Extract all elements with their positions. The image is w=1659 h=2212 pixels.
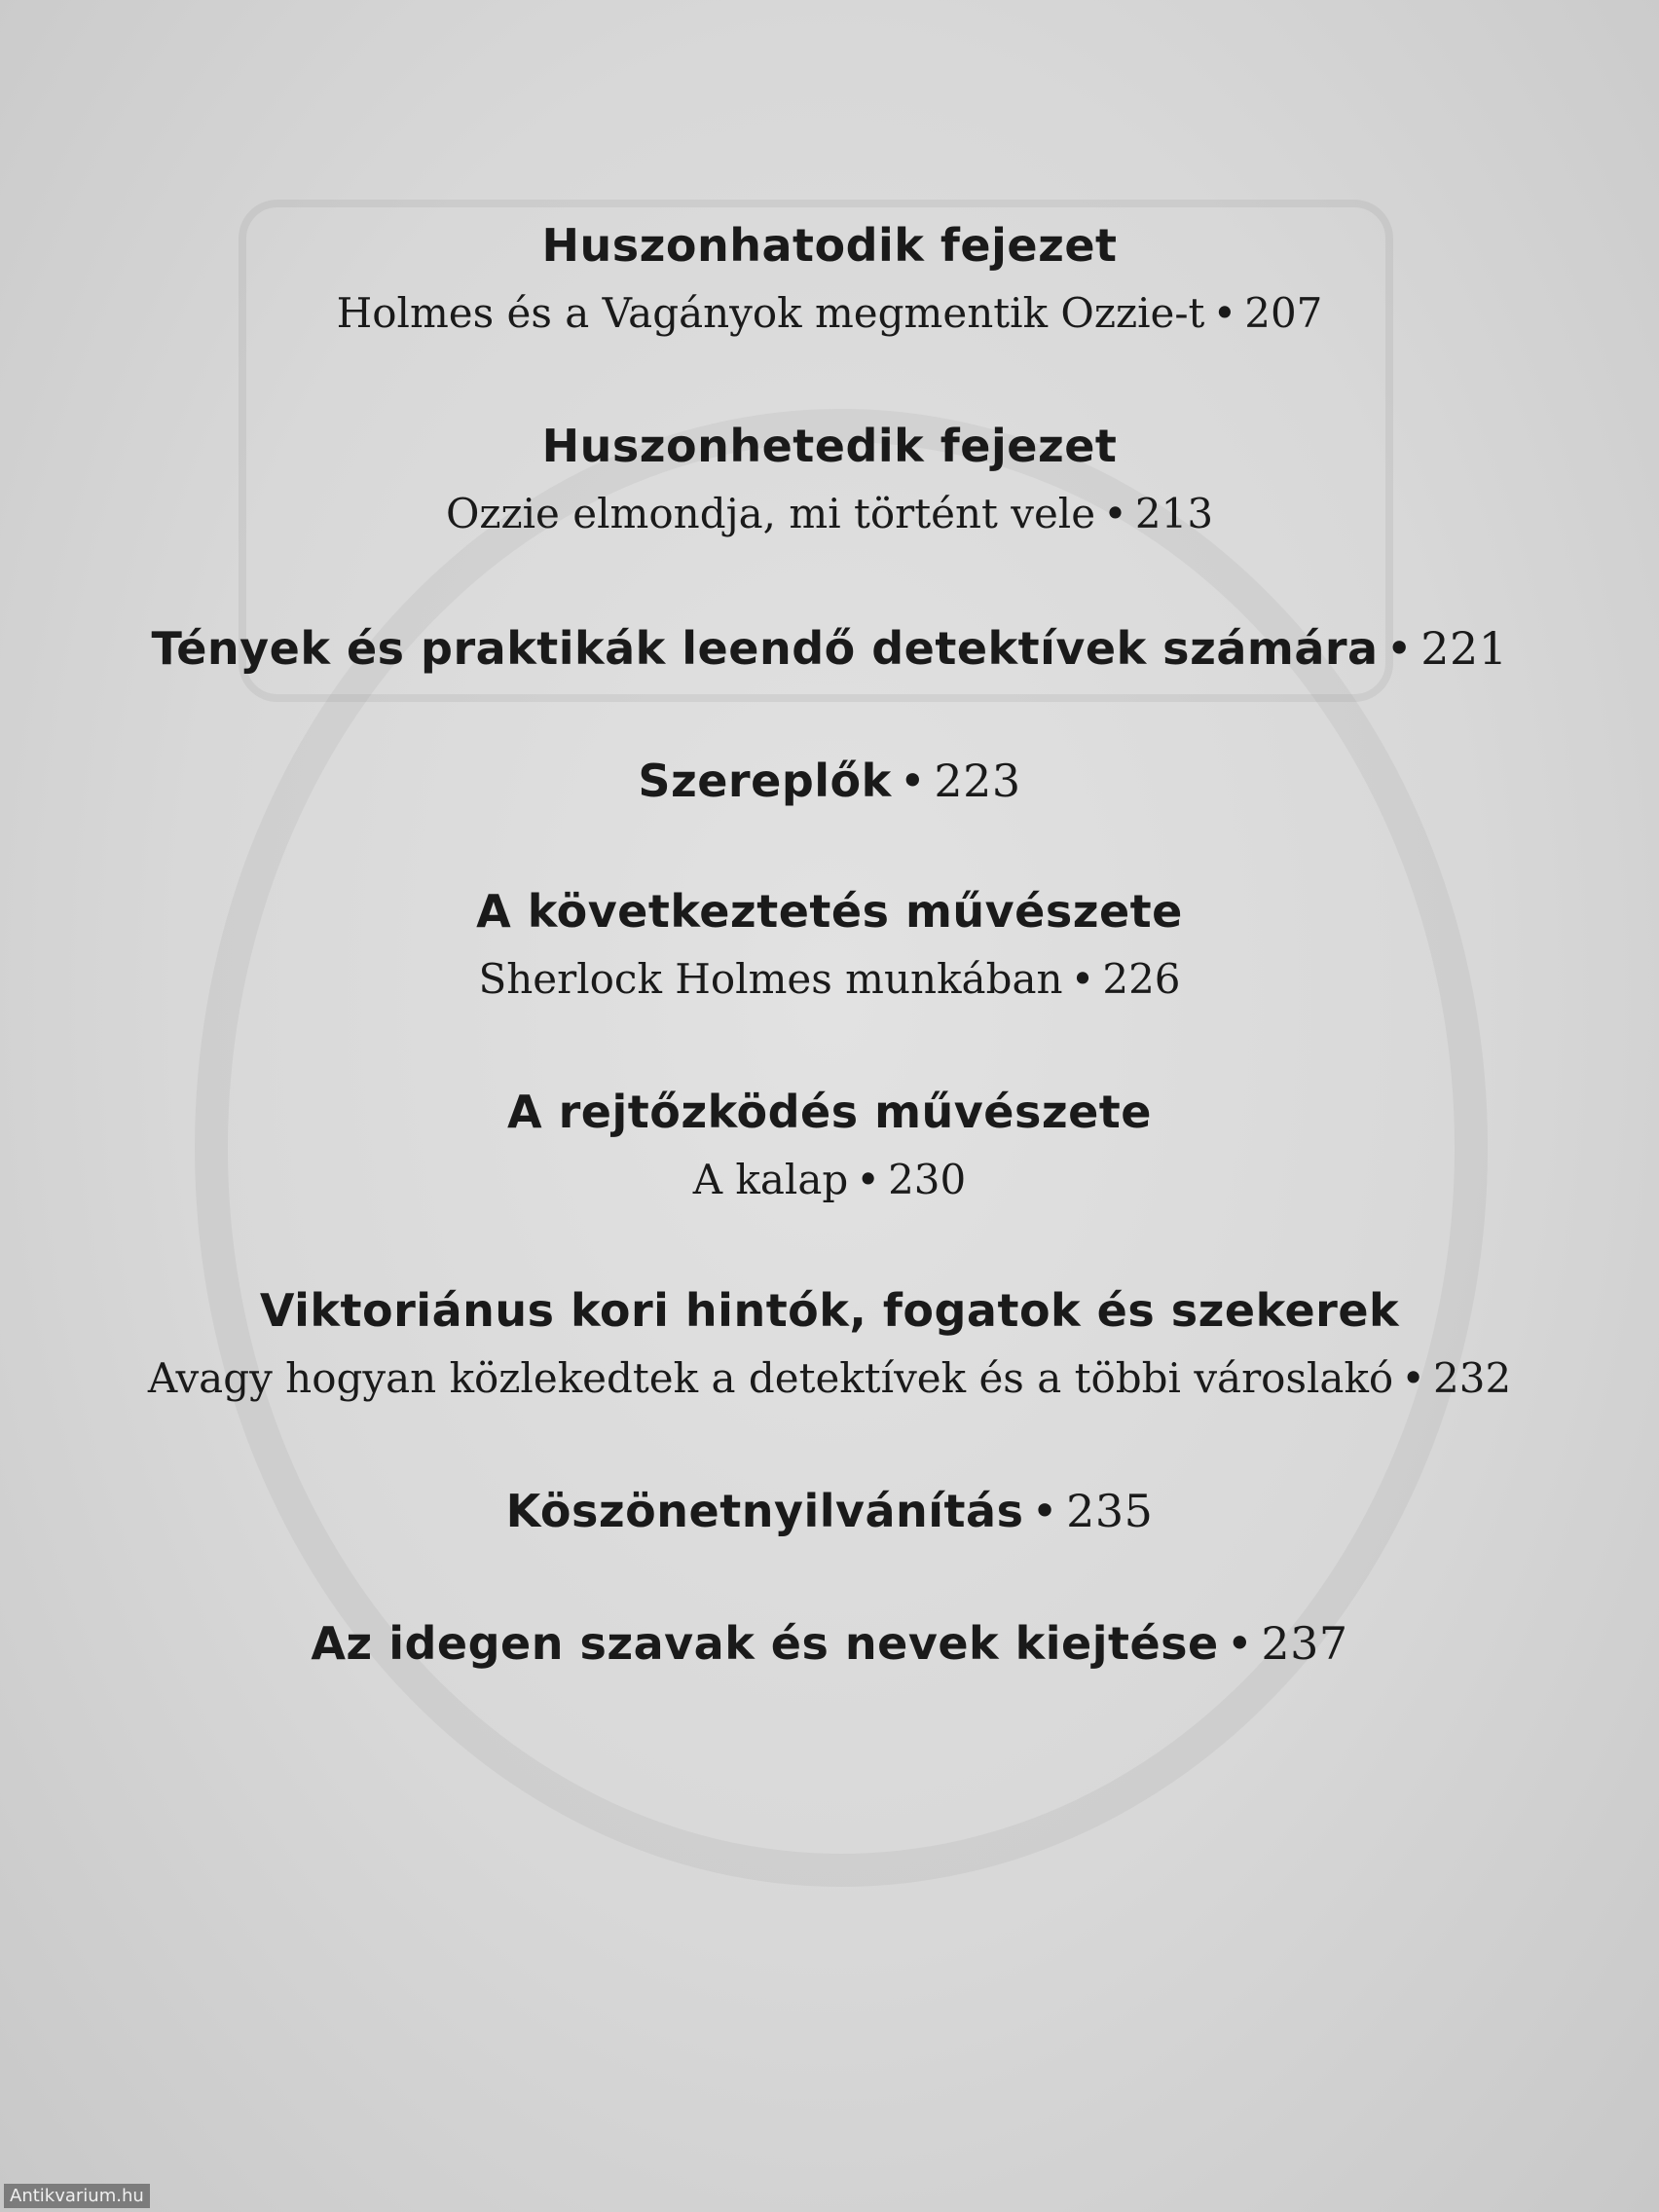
page-number: 230 <box>888 1156 967 1203</box>
section-heading: A rejtőzködés művészete <box>506 1086 1152 1138</box>
page-number: 232 <box>1433 1354 1512 1402</box>
toc-entry-acknowledgements <box>0 1482 1659 1540</box>
toc-entry-facts <box>0 619 1659 678</box>
toc-entry-carriages <box>0 1281 1659 1408</box>
section-heading: Köszönetnyilvánítás• 235 <box>0 1482 1659 1540</box>
chapter-subtitle: Holmes és a Vagányok megmentik Ozzie-t• 207 <box>0 284 1659 343</box>
watermark-label: Antikvarium.hu <box>4 2184 150 2208</box>
section-heading: A következtetés művészete <box>476 885 1183 938</box>
toc-entry-27 <box>0 417 1659 543</box>
page-number: 207 <box>1244 289 1323 337</box>
section-heading: Szereplők• 223 <box>0 752 1659 810</box>
page-number: 213 <box>1134 490 1214 537</box>
section-subtitle: Sherlock Holmes munkában• 226 <box>0 950 1659 1009</box>
section-subtitle: A kalap• 230 <box>0 1151 1659 1209</box>
toc-entry-pronunciation <box>0 1614 1659 1673</box>
page-number: 221 <box>1420 622 1508 675</box>
toc-entry-26 <box>0 216 1659 343</box>
section-heading: Viktoriánus kori hintók, fogatok és szekerek <box>259 1284 1400 1337</box>
toc-entry-disguise <box>0 1083 1659 1209</box>
section-subtitle: Avagy hogyan közlekedtek a detektívek és a többi városlakó• 232 <box>0 1349 1659 1408</box>
page-number: 235 <box>1066 1485 1154 1537</box>
chapter-heading: Huszonhetedik fejezet <box>541 420 1118 472</box>
page-number: 237 <box>1261 1617 1348 1670</box>
section-heading: Tények és praktikák leendő detektívek számára• 221 <box>0 619 1659 678</box>
page-number: 223 <box>934 755 1021 807</box>
section-heading: Az idegen szavak és nevek kiejtése• 237 <box>0 1614 1659 1673</box>
chapter-heading: Huszonhatodik fejezet <box>541 219 1118 272</box>
toc-entry-deduction <box>0 882 1659 1009</box>
toc-entry-characters <box>0 752 1659 810</box>
page-number: 226 <box>1102 955 1181 1003</box>
chapter-subtitle: Ozzie elmondja, mi történt vele• 213 <box>0 485 1659 543</box>
